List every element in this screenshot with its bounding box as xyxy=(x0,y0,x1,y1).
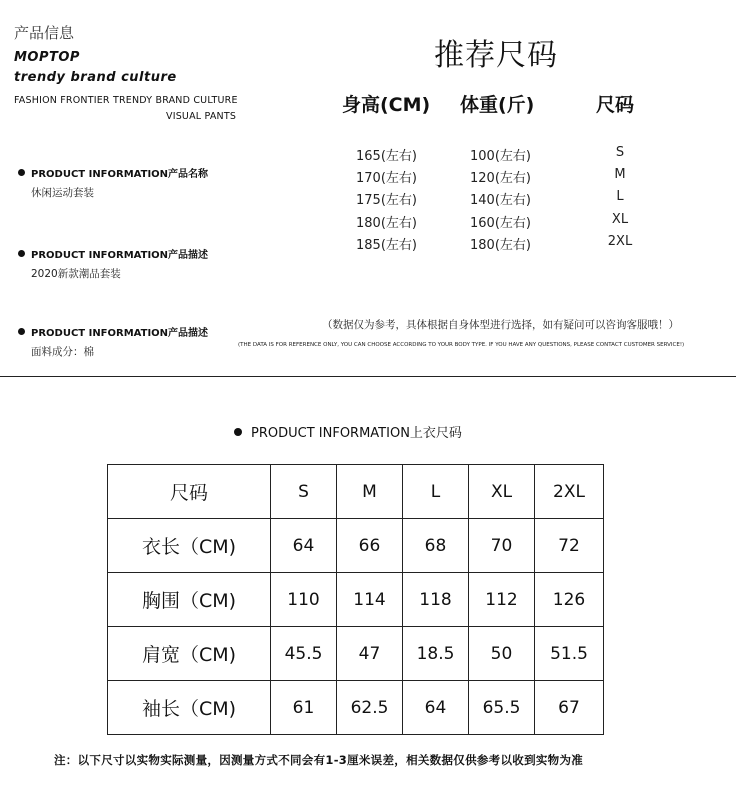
rec-height: 170(左右) xyxy=(356,171,417,186)
recommend-title: 推荐尺码 xyxy=(434,38,558,73)
size-table-title-text: PRODUCT INFORMATION上衣尺码 xyxy=(251,426,462,441)
rec-height: 185(左右) xyxy=(356,238,417,253)
tagline-2: VISUAL PANTS xyxy=(166,111,237,122)
rec-height: 165(左右) xyxy=(356,149,417,164)
rec-height: 180(左右) xyxy=(356,216,417,231)
table-cell: 47 xyxy=(337,627,403,681)
info-value: 面料成分：棉 xyxy=(31,346,94,358)
bullet-icon xyxy=(18,328,25,335)
table-cell: 18.5 xyxy=(403,627,469,681)
rec-weight: 160(左右) xyxy=(470,216,531,231)
rec-size: XL xyxy=(611,212,629,227)
tagline-1: FASHION FRONTIER TRENDY BRAND CULTURE xyxy=(14,95,238,106)
brand-name: MOPTOP xyxy=(14,50,80,65)
info-head: PRODUCT INFORMATION产品描述 xyxy=(31,250,209,261)
table-cell: 118 xyxy=(403,573,469,627)
table-cell: 50 xyxy=(469,627,535,681)
size-table xyxy=(107,464,604,735)
table-cell: 袖长（CM) xyxy=(108,681,271,735)
table-cell: 51.5 xyxy=(535,627,604,681)
section-divider xyxy=(0,376,736,377)
bullet-icon xyxy=(234,428,242,436)
table-row xyxy=(108,573,604,627)
table-cell: 110 xyxy=(271,573,337,627)
info-value: 2020新款潮品套装 xyxy=(31,268,121,280)
table-cell: 64 xyxy=(271,519,337,573)
section-title: 产品信息 xyxy=(14,24,75,42)
table-cell: 45.5 xyxy=(271,627,337,681)
rec-height: 175(左右) xyxy=(356,193,417,208)
table-cell: 胸围（CM) xyxy=(108,573,271,627)
table-cell: 67 xyxy=(535,681,604,735)
rec-size: S xyxy=(615,145,625,160)
reference-note-en: (THE DATA IS FOR REFERENCE ONLY, YOU CAN CHOOSE ACCORDING TO YOUR BODY TYPE. IF YOU HAVE ANY QUESTIONS, PLEASE CONTACT CUSTOMER SERVICE!) xyxy=(238,342,685,348)
table-cell: 肩宽（CM) xyxy=(108,627,271,681)
table-cell: M xyxy=(337,465,403,519)
info-block-desc xyxy=(18,246,208,281)
rec-weight: 180(左右) xyxy=(470,238,531,253)
brand-subtitle: trendy brand culture xyxy=(14,70,177,85)
table-cell: 126 xyxy=(535,573,604,627)
size-table-title xyxy=(234,422,462,441)
table-row xyxy=(108,519,604,573)
header-size: 尺码 xyxy=(596,94,635,116)
table-cell: 68 xyxy=(403,519,469,573)
reference-note: （数据仅为参考，具体根据自身体型进行选择，如有疑问可以咨询客服哦！） xyxy=(322,319,679,331)
info-head: PRODUCT INFORMATION产品描述 xyxy=(31,328,209,339)
table-cell: 尺码 xyxy=(108,465,271,519)
table-row xyxy=(108,465,604,519)
header-weight: 体重(斤) xyxy=(460,94,535,116)
table-cell: 2XL xyxy=(535,465,604,519)
info-block-name xyxy=(18,165,208,200)
rec-size: M xyxy=(614,167,626,182)
table-cell: XL xyxy=(469,465,535,519)
rec-weight: 140(左右) xyxy=(470,193,531,208)
table-cell: 70 xyxy=(469,519,535,573)
info-value: 休闲运动套装 xyxy=(31,187,94,199)
table-cell: 衣长（CM) xyxy=(108,519,271,573)
info-head: PRODUCT INFORMATION产品名称 xyxy=(31,169,209,180)
table-cell: 112 xyxy=(469,573,535,627)
rec-size: 2XL xyxy=(607,234,633,249)
table-cell: L xyxy=(403,465,469,519)
table-cell: 61 xyxy=(271,681,337,735)
bullet-icon xyxy=(18,250,25,257)
info-block-material xyxy=(18,324,208,359)
rec-weight: 100(左右) xyxy=(470,149,531,164)
footer-note: 注：以下尺寸以实物实际测量，因测量方式不同会有1-3厘米误差，相关数据仅供参考以收到实物为准 xyxy=(54,753,584,767)
table-cell: 66 xyxy=(337,519,403,573)
table-cell: 65.5 xyxy=(469,681,535,735)
table-cell: 114 xyxy=(337,573,403,627)
table-row xyxy=(108,627,604,681)
table-cell: S xyxy=(271,465,337,519)
rec-size: L xyxy=(616,189,624,204)
table-cell: 64 xyxy=(403,681,469,735)
rec-weight: 120(左右) xyxy=(470,171,531,186)
header-height: 身高(CM) xyxy=(342,94,431,116)
table-row xyxy=(108,681,604,735)
table-cell: 62.5 xyxy=(337,681,403,735)
table-cell: 72 xyxy=(535,519,604,573)
bullet-icon xyxy=(18,169,25,176)
